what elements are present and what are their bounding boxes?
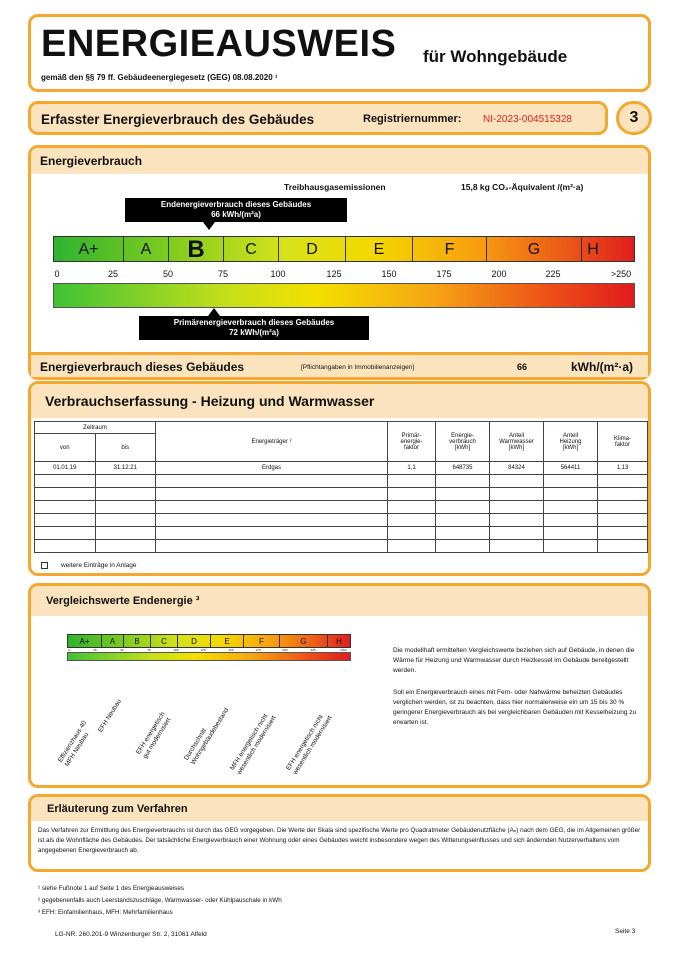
explanation-heading: Erläuterung zum Verfahren (47, 803, 188, 815)
energy-summary-unit: kWh/(m²·a) (571, 360, 633, 374)
comparison-tick: 100 (173, 648, 179, 652)
callout-final-energy-line2: 66 kWh/(m²a) (211, 210, 261, 219)
col-hot-water: Anteil Warmwasser [kWh] (490, 422, 544, 462)
table-row-empty (35, 540, 648, 553)
energy-heading-bar (31, 148, 648, 174)
comparison-class-e: E (211, 635, 244, 648)
comparison-reference-labels (57, 664, 351, 776)
energy-scale-ticks (53, 269, 635, 281)
col-from: von (35, 434, 96, 462)
footnote-2: ² gegebenenfalls auch Leerstandszuschläge, Warmwasser- oder Kühlpauschale in kWh (38, 897, 282, 904)
comparison-tick: 175 (255, 648, 261, 652)
col-heating: Anteil Heizung [kWh] (544, 422, 598, 462)
col-climate: Klima- faktor (598, 422, 648, 462)
col-carrier: Energieträger ² (156, 422, 388, 462)
callout-primary-energy-line2: 72 kWh/(m²a) (229, 328, 279, 337)
comparison-tick: 150 (228, 648, 234, 652)
registration-number: NI-2023-004515328 (483, 114, 572, 125)
callout-primary-energy (139, 316, 369, 340)
consumption-heading-bar (31, 384, 648, 418)
energy-class-e: E (346, 237, 413, 262)
energy-tick: 100 (270, 269, 286, 279)
energy-class-h: H (587, 241, 599, 258)
energy-tick: 225 (545, 269, 561, 279)
comparison-reference-label: EFH energetisch gut modernisiert (135, 710, 173, 760)
consumption-table (34, 421, 648, 553)
energy-heading: Energieverbrauch (40, 154, 143, 168)
callout-final-energy-line1: Endenergieverbrauch dieses Gebäudes (160, 200, 312, 209)
energy-summary-bar (31, 352, 648, 377)
more-entries-label: weitere Einträge in Anlage (61, 562, 137, 569)
cell-from: 01.01.19 (35, 462, 96, 475)
ghg-label: Treibhausgasemissionen (284, 182, 386, 192)
energy-class-c: C (224, 237, 279, 262)
cell-primary-factor: 1,1 (388, 462, 436, 475)
document-title: ENERGIEAUSWEIS (41, 23, 397, 65)
energy-tick: 200 (491, 269, 507, 279)
comparison-section (28, 583, 651, 788)
page-number-badge-text: 3 (629, 109, 639, 126)
col-to: bis (95, 434, 156, 462)
comparison-tick: 225 (310, 648, 316, 652)
footnote-3: ³ EFH: Einfamilienhaus, MFH: Mehrfamilienhaus (38, 909, 173, 916)
cell-to: 31.12.21 (95, 462, 156, 475)
comparison-tick: 50 (120, 648, 124, 652)
energy-class-aplus: A+ (54, 237, 124, 262)
col-consumption: Energie- verbrauch [kWh] (436, 422, 490, 462)
comparison-class-aplus: A+ (68, 635, 102, 648)
col-period: Zeitraum (35, 422, 156, 434)
cell-climate: 1,13 (598, 462, 648, 475)
explanation-heading-bar (31, 797, 648, 821)
footnote-1: ¹ siehe Fußnote 1 auf Seite 1 des Energieausweises (38, 885, 184, 892)
comparison-tick: 200 (282, 648, 288, 652)
comparison-reference-label: Durchschnitt Wohngebäudebestand (183, 706, 231, 766)
energy-class-b: B (169, 237, 224, 262)
footer-address: LG-NR. 260.201-9 Winzenburger Str. 2, 31061 Alfeld (55, 931, 207, 938)
comparison-class-g: G (280, 635, 328, 648)
consumption-section (28, 381, 651, 576)
energy-class-d: D (279, 237, 346, 262)
comparison-tick: 25 (93, 648, 97, 652)
comparison-reference-label: Effizienzhaus 40 MFH Neubau (57, 719, 91, 768)
comparison-heading-bar (31, 586, 648, 616)
energy-tick: 125 (326, 269, 342, 279)
consumption-heading: Verbrauchserfassung - Heizung und Warmwasser (45, 393, 375, 409)
col-primary-factor: Primär- energie- faktor (388, 422, 436, 462)
table-row-empty (35, 475, 648, 488)
energy-scale-bar (53, 236, 635, 262)
comparison-text-2: Soll ein Energieverbrauch eines mit Fern- oder Nahwärme beheizten Gebäudes verglichen werden, ist zu beachten, dass hier normalerweise ein um 15 bis 30 % geringerer Energieverbrauch als bei vergleichbaren Gebäuden mit Kesselheizung zu erwarten ist. (393, 689, 637, 726)
callout-primary-energy-pointer (208, 308, 220, 316)
law-reference: gemäß den §§ 79 ff. Gebäudeenergiegesetz (GEG) 08.08.2020 ¹ (41, 73, 278, 82)
energy-summary-note: [Pflichtangaben in Immobilienanzeigen] (301, 364, 415, 371)
comparison-heading: Vergleichswerte Endenergie ³ (46, 595, 200, 607)
energy-tick: 75 (217, 269, 229, 279)
comparison-tick: 0 (68, 648, 70, 652)
energy-gradient-band (53, 283, 635, 308)
cell-hot-water: 84324 (490, 462, 544, 475)
comparison-reference-label: EFH energetisch nicht wesentlich modernisiert (285, 713, 334, 776)
energy-tick: 0 (54, 269, 60, 279)
explanation-text: Das Verfahren zur Ermittlung des Energieverbrauchs ist durch das GEG vorgegeben. Die Werte der Skala sind spezifische Werte pro Quadratmeter Gebäudenutzfläche (Aₙ) nach dem GEG, die im Allgemeinen größer ist als die Wohnfläche des Gebäudes. Der tatsächliche Energieverbrauch einer Wohnung oder eines Gebäudes weicht insbesondere wegen des Witterungseinflusses und sich ändernden Nutzerverhaltens vom angegebenen Energieverbrauch ab. (38, 827, 641, 854)
section-bar (28, 101, 608, 135)
cell-carrier: Erdgas (156, 462, 388, 475)
energy-class-f: F (413, 237, 487, 262)
callout-final-energy (125, 198, 347, 222)
section-bar-label: Erfasster Energieverbrauch des Gebäudes (41, 112, 315, 127)
energy-tick: 50 (162, 269, 174, 279)
comparison-tick: 125 (200, 648, 206, 652)
cell-consumption: 648735 (436, 462, 490, 475)
comparison-text-1: Die modellhaft ermittelten Vergleichswerte beziehen sich auf Gebäude, in denen die Wärme für Heizung und Warmwasser durch Heizkessel im Gebäude bereitgestellt werden. (393, 647, 635, 674)
table-row-empty (35, 501, 648, 514)
energy-class-g: G (487, 237, 582, 262)
comparison-class-d: D (178, 635, 211, 648)
energy-class-a: A (124, 237, 169, 262)
table-row-empty (35, 488, 648, 501)
document-title-suffix: für Wohngebäude (423, 47, 568, 66)
comparison-class-h: H (336, 637, 342, 646)
energy-summary-label: Energieverbrauch dieses Gebäudes (40, 360, 245, 374)
comparison-reference-label: EFH Neubau (97, 698, 123, 734)
comparison-class-c: C (151, 635, 178, 648)
callout-final-energy-pointer (203, 222, 215, 230)
energy-summary-value: 66 (517, 362, 528, 372)
energy-tick: >250 (610, 269, 632, 279)
title-box (28, 14, 651, 92)
comparison-scale-bar (67, 634, 351, 648)
ghg-value: 15,8 kg CO₂-Äquivalent /(m²·a) (461, 182, 584, 192)
comparison-class-a: A (102, 635, 124, 648)
table-row-empty (35, 527, 648, 540)
comparison-reference-label: MFH energetisch nicht wesentlich modernisiert (229, 712, 278, 776)
comparison-class-b: B (124, 635, 151, 648)
energy-tick: 150 (381, 269, 397, 279)
footer-page: Seite 3 (615, 928, 636, 935)
energy-section (28, 145, 651, 380)
comparison-tick: 75 (147, 648, 151, 652)
comparison-scale-ticks (67, 648, 351, 654)
cell-heating: 564411 (544, 462, 598, 475)
energy-tick: 175 (436, 269, 452, 279)
more-entries-checkbox[interactable] (41, 562, 48, 569)
comparison-tick: >250 (339, 648, 347, 652)
registration-label: Registriernummer: (363, 113, 462, 125)
page-number-badge (616, 101, 652, 135)
table-row (35, 462, 648, 475)
energy-tick: 25 (107, 269, 119, 279)
comparison-class-f: F (244, 635, 280, 648)
table-row-empty (35, 514, 648, 527)
callout-primary-energy-line1: Primärenergieverbrauch dieses Gebäudes (173, 318, 335, 327)
